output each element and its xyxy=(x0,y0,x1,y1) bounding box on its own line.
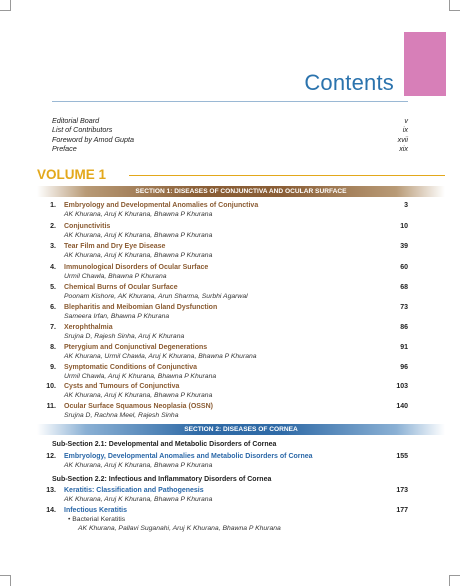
front-matter-item[interactable]: List of Contributors ix xyxy=(52,125,408,135)
subsection-2-2-heading: Sub-Section 2.2: Infectious and Inflammatory Disorders of Cornea xyxy=(52,476,272,483)
crop-mark-bottom-right xyxy=(449,575,460,586)
page-number: 60 xyxy=(400,264,408,271)
chapter-authors: Urmil Chawla, Aruj K Khurana, Bhawna P Khurana xyxy=(64,373,217,380)
chapter-authors: AK Khurana, Pallavi Suganahi, Aruj K Khurana, Bhawna P Khurana xyxy=(78,525,281,532)
chapter-title[interactable]: Keratitis: Classification and Pathogenesis xyxy=(64,487,204,494)
chapter-authors: AK Khurana, Aruj K Khurana, Bhawna P Khurana xyxy=(64,392,213,399)
section-1-header: SECTION 1: DISEASES OF CONJUNCTIVA AND OCULAR SURFACE xyxy=(37,186,445,197)
chapter-authors: AK Khurana, Aruj K Khurana, Bhawna P Khurana xyxy=(64,496,213,503)
page-number: 173 xyxy=(396,487,408,494)
chapter-authors: AK Khurana, Urmil Chawla, Aruj K Khurana, Bhawna P Khurana xyxy=(64,353,257,360)
volume-label: VOLUME 1 xyxy=(37,167,107,182)
chapter-authors: Sameera Irfan, Bhawna P Khurana xyxy=(64,313,170,320)
page-number: 3 xyxy=(404,202,408,209)
chapter-title[interactable]: Pterygium and Conjunctival Degenerations xyxy=(64,344,208,351)
chapter-authors: AK Khurana, Aruj K Khurana, Bhawna P Khurana xyxy=(64,462,213,469)
page-number: 155 xyxy=(396,453,408,460)
page-number: 91 xyxy=(400,344,408,351)
page-title: Contents xyxy=(304,70,394,95)
chapter-tab xyxy=(404,32,446,96)
chapter-authors: Urmil Chawla, Bhawna P Khurana xyxy=(64,273,167,280)
page-number: 103 xyxy=(396,383,408,390)
page-number: 96 xyxy=(400,364,408,371)
chapter-title[interactable]: Symptomatic Conditions of Conjunctiva xyxy=(64,364,198,371)
front-matter-list xyxy=(52,116,408,153)
chapter-title[interactable]: Cysts and Tumours of Conjunctiva xyxy=(64,383,180,390)
chapter-title[interactable]: Infectious Keratitis xyxy=(64,507,128,514)
front-matter-item[interactable]: Preface xix xyxy=(52,143,408,153)
front-matter-item[interactable]: Foreword by Amod Gupta xvii xyxy=(52,134,408,144)
chapter-authors: Srujna D, Rajesh Sinha, Aruj K Khurana xyxy=(64,333,185,340)
volume-rule xyxy=(129,175,445,176)
page-number: 10 xyxy=(400,223,408,230)
crop-mark-top-left xyxy=(0,0,11,11)
page-number: 73 xyxy=(400,304,408,311)
chapter-title[interactable]: Chemical Burns of Ocular Surface xyxy=(64,284,178,291)
chapter-authors: Srujna D, Rachna Meel, Rajesh Sinha xyxy=(64,412,179,419)
page-number: 140 xyxy=(396,403,408,410)
chapter-title[interactable]: Tear Film and Dry Eye Disease xyxy=(64,243,166,250)
crop-mark-bottom-left xyxy=(0,575,11,586)
subsection-2-1-heading: Sub-Section 2.1: Developmental and Metabolic Disorders of Cornea xyxy=(52,441,277,448)
chapter-title[interactable]: Blepharitis and Meibomian Gland Dysfunction xyxy=(64,304,218,311)
crop-mark-top-right xyxy=(449,0,460,11)
page-number: 68 xyxy=(400,284,408,291)
sub-topic: • Bacterial Keratitis xyxy=(68,516,126,523)
chapter-title[interactable]: Embryology and Developmental Anomalies of Conjunctiva xyxy=(64,202,259,209)
chapter-title[interactable]: Ocular Surface Squamous Neoplasia (OSSN) xyxy=(64,403,213,410)
page-number: 86 xyxy=(400,324,408,331)
chapter-authors: AK Khurana, Aruj K Khurana, Bhawna P Khurana xyxy=(64,252,213,259)
chapter-title[interactable]: Xerophthalmia xyxy=(64,324,113,331)
front-matter-item[interactable]: Editorial Board v xyxy=(52,116,408,125)
page-number: 177 xyxy=(396,507,408,514)
chapter-authors: AK Khurana, Aruj K Khurana, Bhawna P Khurana xyxy=(64,232,213,239)
chapter-authors: Poonam Kishore, AK Khurana, Arun Sharma, Surbhi Agarwal xyxy=(64,293,248,300)
chapter-title[interactable]: Conjunctivitis xyxy=(64,223,111,230)
section-2-header: SECTION 2: DISEASES OF CORNEA xyxy=(37,424,445,435)
chapter-title[interactable]: Embryology, Developmental Anomalies and Metabolic Disorders of Cornea xyxy=(64,453,313,460)
volume-heading xyxy=(37,167,445,183)
page-number: 39 xyxy=(400,243,408,250)
chapter-title[interactable]: Immunological Disorders of Ocular Surface xyxy=(64,264,209,271)
chapter-authors: AK Khurana, Aruj K Khurana, Bhawna P Khurana xyxy=(64,211,213,218)
title-rule xyxy=(52,101,408,102)
